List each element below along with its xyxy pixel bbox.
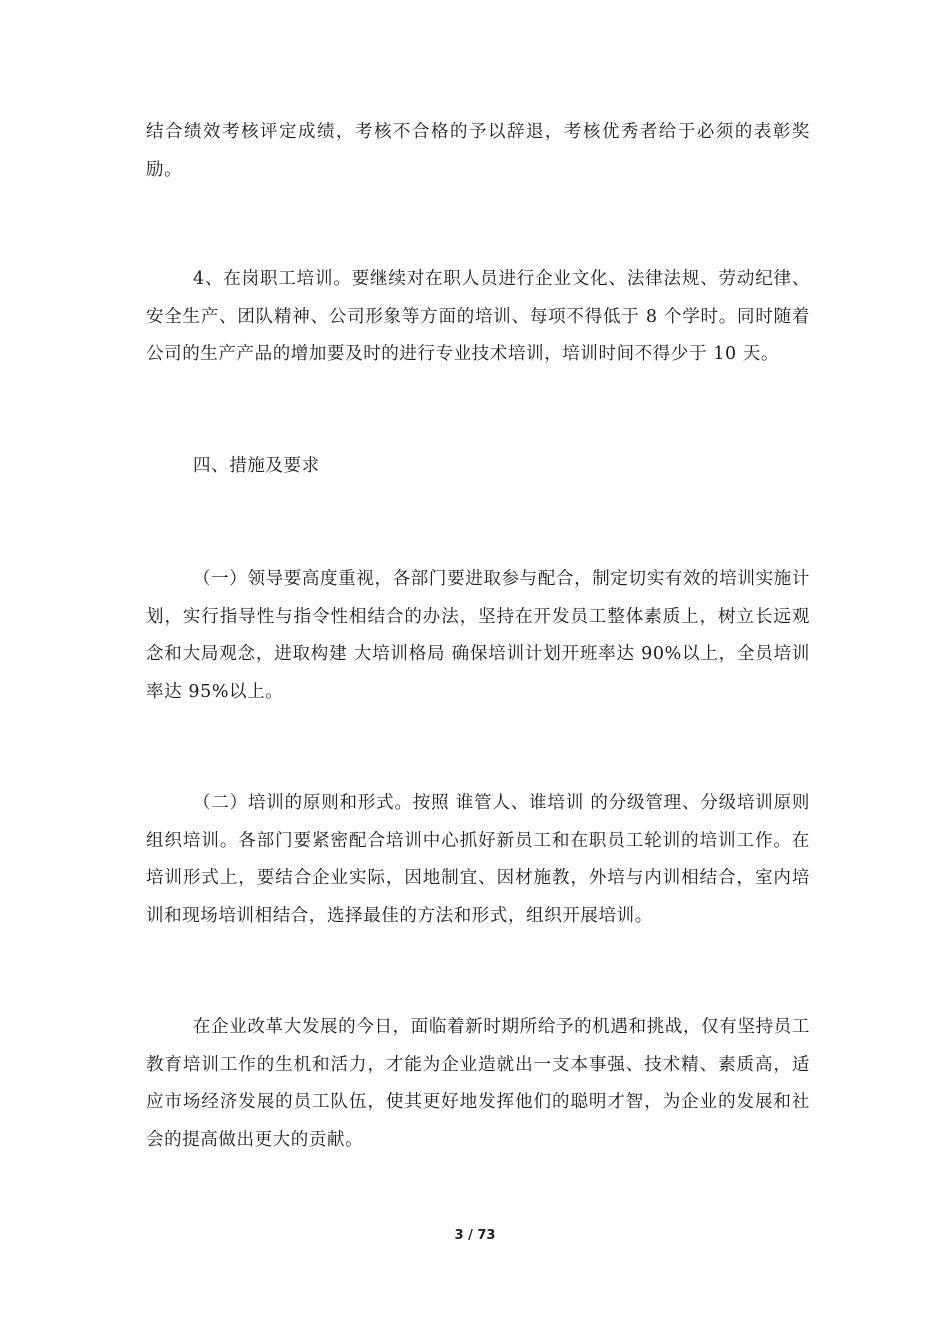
page-number: 3 / 73	[454, 1228, 496, 1243]
paragraph-leadership: （一）领导要高度重视，各部门要进取参与配合，制定切实有效的培训实施计划，实行指导性与指令性相结合的办法，坚持在开发员工整体素质上，树立长远观念和大局观念，进取构建 大培训格局 确保培训计划开班率达 90%以上，全员培训率达 95%以上。	[146, 569, 810, 702]
paragraph-onjob-training: 4、在岗职工培训。要继续对在职人员进行企业文化、法律法规、劳动纪律、安全生产、团队精神、公司形象等方面的培训、每项不得低于 8 个学时。同时随着公司的生产产品的增加要及时的进行专业技术培训，培训时间不得少于 10 天。	[146, 269, 810, 364]
section-heading-measures: 四、措施及要求	[193, 456, 320, 476]
paragraph-conclusion: 在企业改革大发展的今日，面临着新时期所给予的机遇和挑战，仅有坚持员工教育培训工作的生机和活力，才能为企业造就出一支本事强、技术精、素质高，适应市场经济发展的员工队伍，使其更好地发挥他们的聪明才智，为企业的发展和社会的提高做出更大的贡献。	[146, 1017, 810, 1150]
paragraph-training-principles: （二）培训的原则和形式。按照 谁管人、谁培训 的分级管理、分级培训原则组织培训。各部门要紧密配合培训中心抓好新员工和在职员工轮训的培训工作。在培训形式上，要结合企业实际，因地制宜、因材施教，外培与内训相结合，室内培训和现场培训相结合，选择最佳的方法和形式，组织开展培训。	[146, 793, 810, 926]
paragraph-performance-assessment: 结合绩效考核评定成绩，考核不合格的予以辞退，考核优秀者给于必须的表彰奖励。	[146, 122, 810, 180]
